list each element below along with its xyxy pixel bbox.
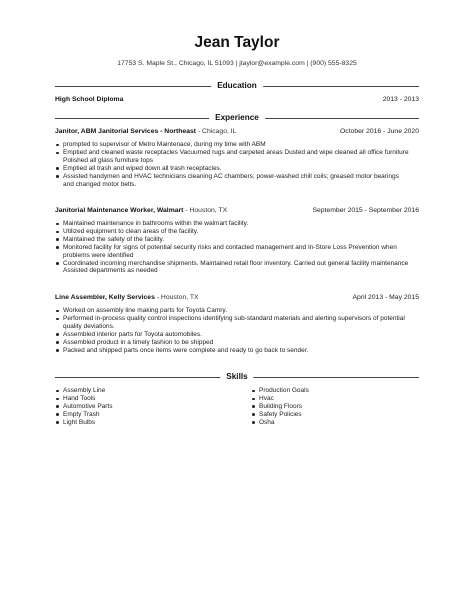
bullet-item: Coordinated incoming merchandise shipments. Maintained retail floor inventory. Carried out general facility maintenance Assisted departments as needed [55,260,410,276]
skill-item: Empty Trash [55,411,235,419]
job-dates: October 2016 - June 2020 [340,128,419,135]
job-location: - Chicago, IL [196,128,237,135]
section-title: Education [211,81,263,91]
job-dates: September 2015 - September 2016 [312,207,419,214]
skill-item: Osha [251,419,419,427]
skill-item: Light Bulbs [55,419,235,427]
experience-section-header [55,113,419,123]
job-role: Janitor, ABM Janitorial Services - Northeast [55,128,197,135]
job-bullets [55,307,410,354]
bullet-item: Packed and shipped parts once items were complete and ready to go back to sender. [55,347,410,355]
skill-item: Automotive Parts [55,403,235,411]
bullet-item: Maintained the safety of the facility. [55,236,410,244]
bullet-item: Monitored facility for signs of potential security risks and contacted management and In-Store Loss Prevention when problems were identified [55,244,410,260]
job-location: - Houston, TX [183,207,228,214]
bullet-item: Worked on assembly line making parts for Toyota Camry. [55,307,410,315]
job-title-line [55,128,236,137]
bullet-item: Assisted handymen and HVAC technicians cleaning AC chambers; power-washed chill coils; greased motor bearings and changed motor belts. [55,173,410,189]
contact-line: 17753 S. Maple St., Chicago, IL 51093 | jtaylor@example.com | (900) 555-8325 [117,60,357,67]
job-bullets [55,220,410,275]
education-dates: 2013 - 2013 [382,96,419,103]
section-title: Skills [220,372,253,382]
skill-item: Assembly Line [55,387,235,395]
job-role: Line Assembler, Kelly Services [55,294,155,301]
bullet-item: Performed in-process quality control inspections identifying sub-standard materials and alerting supervisors of potential quality deviations. [55,315,410,331]
skill-item: Hvac [251,395,419,403]
job-role: Janitorial Maintenance Worker, Walmart [55,207,184,214]
bullet-item: Emptied and cleaned waste receptacles Vacuumed rugs and carpeted areas Dusted and wipe cleaned all office furniture Polished all glass furniture tops [55,149,410,165]
job-bullets [55,141,410,188]
education-section-header [55,81,419,91]
skills-left-column [55,387,235,427]
bullet-item: Assembled product in a timely fashion to be shipped [55,339,410,347]
bullet-item: Emptied all trash and wiped down all trash receptacles. [55,165,410,173]
candidate-name: Jean Taylor [194,34,280,51]
skill-item: Production Goals [251,387,419,395]
bullet-item: prompted to supervisor of Metro Maintenace, during my time with ABM [55,141,410,149]
skills-right-column [251,387,419,427]
section-title: Experience [209,113,265,123]
job-dates: April 2013 - May 2015 [352,294,419,301]
bullet-item: Utilized equipment to clean areas of the facility. [55,228,410,236]
job-title-line [55,294,199,303]
job-title-line [55,207,227,216]
degree: High School Diploma [55,96,124,103]
skill-item: Building Floors [251,403,419,411]
skills-section-header [55,372,419,382]
bullet-item: Maintained maintenance in bathrooms within the walmart facility. [55,220,410,228]
skill-item: Safety Policies [251,411,419,419]
bullet-item: Assembled interior parts for Toyota automobiles. [55,331,410,339]
job-location: - Houston, TX [154,294,199,301]
skill-item: Hand Tools [55,395,235,403]
